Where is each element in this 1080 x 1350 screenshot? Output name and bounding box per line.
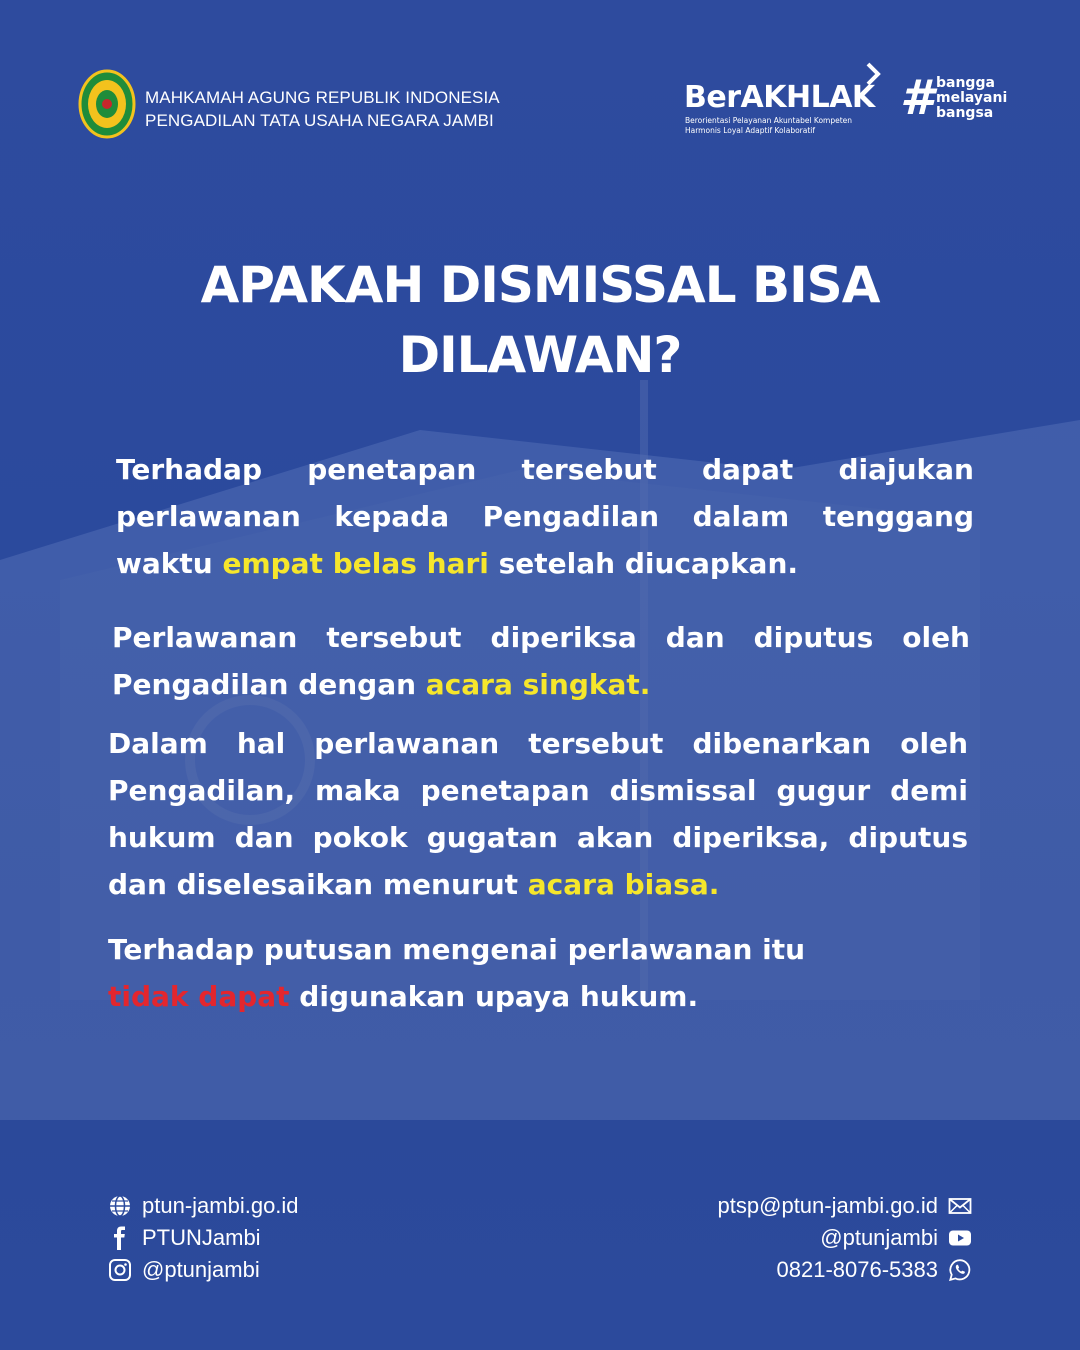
highlight-acara-singkat: acara singkat. (425, 668, 651, 701)
email-text: ptsp@ptun-jambi.go.id (717, 1193, 938, 1218)
contact-facebook[interactable] (108, 1222, 299, 1254)
envelope-icon (948, 1194, 972, 1218)
highlight-empat-belas-hari: empat belas hari (222, 547, 489, 580)
contact-email[interactable] (718, 1190, 972, 1222)
organization-name (145, 86, 500, 132)
contact-whatsapp[interactable] (718, 1254, 972, 1286)
contact-instagram[interactable] (108, 1254, 299, 1286)
contact-left (108, 1190, 299, 1286)
youtube-icon (948, 1226, 972, 1250)
bangga-melayani-bangsa-logo (900, 70, 1040, 136)
instagram-text: @ptunjambi (142, 1257, 260, 1282)
hashtag-icon: # (900, 70, 934, 126)
mahkamah-agung-seal-icon (78, 68, 136, 140)
facebook-icon (108, 1226, 132, 1250)
website-text: ptun-jambi.go.id (142, 1193, 299, 1218)
paragraph-2: Perlawanan tersebut diperiksa dan diputus oleh Pengadilan dengan acara singkat. (112, 621, 970, 701)
instagram-icon (108, 1258, 132, 1282)
whatsapp-text: 0821-8076-5383 (776, 1257, 938, 1282)
paragraph-4: Terhadap putusan mengenai perlawanan itu tidak dapat digunakan upaya hukum. (108, 933, 806, 1013)
highlight-tidak-dapat: tidak dapat (108, 980, 290, 1013)
chevron-right-icon (864, 62, 884, 88)
paragraph-1: Terhadap penetapan tersebut dapat diajukan perlawanan kepada Pengadilan dalam tenggang waktu empat belas hari setelah diucapkan. (116, 453, 974, 580)
page-title (60, 250, 1020, 390)
paragraph-3: Dalam hal perlawanan tersebut dibenarkan oleh Pengadilan, maka penetapan dismissal gugur demi hukum dan pokok gugatan akan diperiksa, diputus dan diselesaikan menurut acara biasa. (108, 727, 968, 901)
contact-youtube[interactable] (718, 1222, 972, 1254)
berakhlak-tagline: Berorientasi Pelayanan Akuntabel Kompeten Harmonis Loyal Adaptif Kolaboratif (685, 116, 853, 135)
youtube-text: @ptunjambi (820, 1225, 938, 1250)
org-line-1: MAHKAMAH AGUNG REPUBLIK INDONESIA (145, 88, 500, 107)
highlight-acara-biasa: acara biasa. (527, 868, 720, 901)
contact-right (718, 1190, 972, 1286)
whatsapp-icon (948, 1258, 972, 1282)
berakhlak-logo (684, 62, 884, 142)
facebook-text: PTUNJambi (142, 1225, 261, 1250)
org-line-2: PENGADILAN TATA USAHA NEGARA JAMBI (145, 111, 494, 130)
berakhlak-wordmark: BerAKHLAK (684, 80, 875, 115)
globe-icon (108, 1194, 132, 1218)
contact-website[interactable] (108, 1190, 299, 1222)
header (0, 0, 1080, 180)
hashtag-text: bangga melayani bangsa (936, 75, 1008, 121)
title-line-2: DILAWAN? (398, 326, 682, 384)
title-line-1: APAKAH DISMISSAL BISA (200, 256, 880, 314)
